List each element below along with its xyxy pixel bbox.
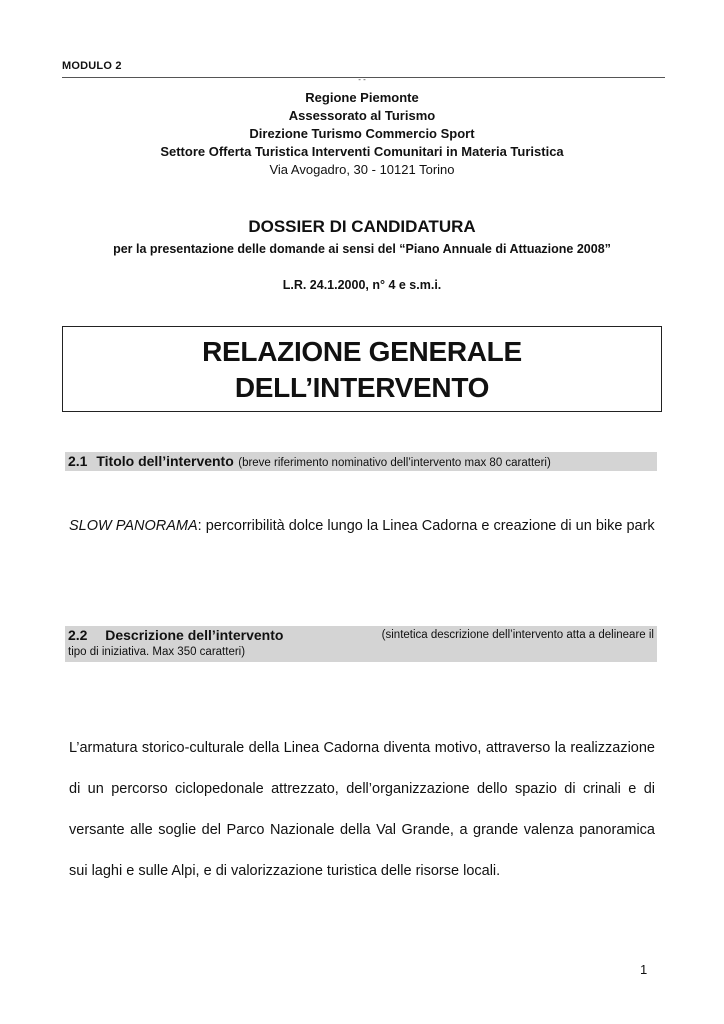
main-title-line-2: DELL’INTERVENTO <box>234 372 490 403</box>
section-heading-2-2 <box>65 626 657 662</box>
section-1-answer <box>69 505 655 547</box>
section-note-part-1: (sintetica descrizione dell’intervento atta a delineare il <box>381 629 654 641</box>
main-title-box <box>62 326 662 412</box>
section-number: 2.1 <box>68 453 88 469</box>
section-2-answer: L’armatura storico-culturale della Linea Cadorna diventa motivo, attraverso la realizzazione di un percorso ciclopedonale attrezzato, dell’organizzazione dello spazio di crinali e di versante alle soglie del Parco Nazionale della Val Grande, a grande valenza panoramica sui laghi e sulle Alpi, e di valorizzazione turistica delle risorse locali. <box>69 740 655 879</box>
project-name: SLOW PANORAMA <box>69 518 198 534</box>
org-region: Regione Piemonte <box>305 90 419 105</box>
org-address: Via Avogadro, 30 - 10121 Torino <box>269 162 455 177</box>
dossier-title: DOSSIER DI CANDIDATURA <box>248 217 476 236</box>
page-number: 1 <box>640 962 648 977</box>
org-settore: Settore Offerta Turistica Interventi Comunitari in Materia Turistica <box>160 144 564 159</box>
section-note-part-2: tipo di iniziativa. Max 350 caratteri) <box>68 646 246 658</box>
project-title-rest: : percorribilità dolce lungo la Linea Cadorna e creazione di un bike park <box>197 518 655 534</box>
section-title: Descrizione dell’intervento <box>105 627 284 643</box>
organization-block <box>62 89 662 179</box>
section-title: Titolo dell’intervento <box>96 453 234 469</box>
org-direzione: Direzione Turismo Commercio Sport <box>249 126 475 141</box>
section-note: (breve riferimento nominativo dell’intervento max 80 caratteri) <box>238 457 551 469</box>
header-marks: - - <box>358 75 366 84</box>
law-reference: L.R. 24.1.2000, n° 4 e s.m.i. <box>282 278 442 292</box>
main-title-line-1: RELAZIONE GENERALE <box>202 336 522 367</box>
module-label: MODULO 2 <box>62 60 122 72</box>
section-number: 2.2 <box>68 627 88 643</box>
org-assessorato: Assessorato al Turismo <box>288 108 436 123</box>
section-heading-2-1 <box>65 452 657 471</box>
dossier-subtitle: per la presentazione delle domande ai sensi del “Piano Annuale di Attuazione 2008” <box>113 242 611 256</box>
